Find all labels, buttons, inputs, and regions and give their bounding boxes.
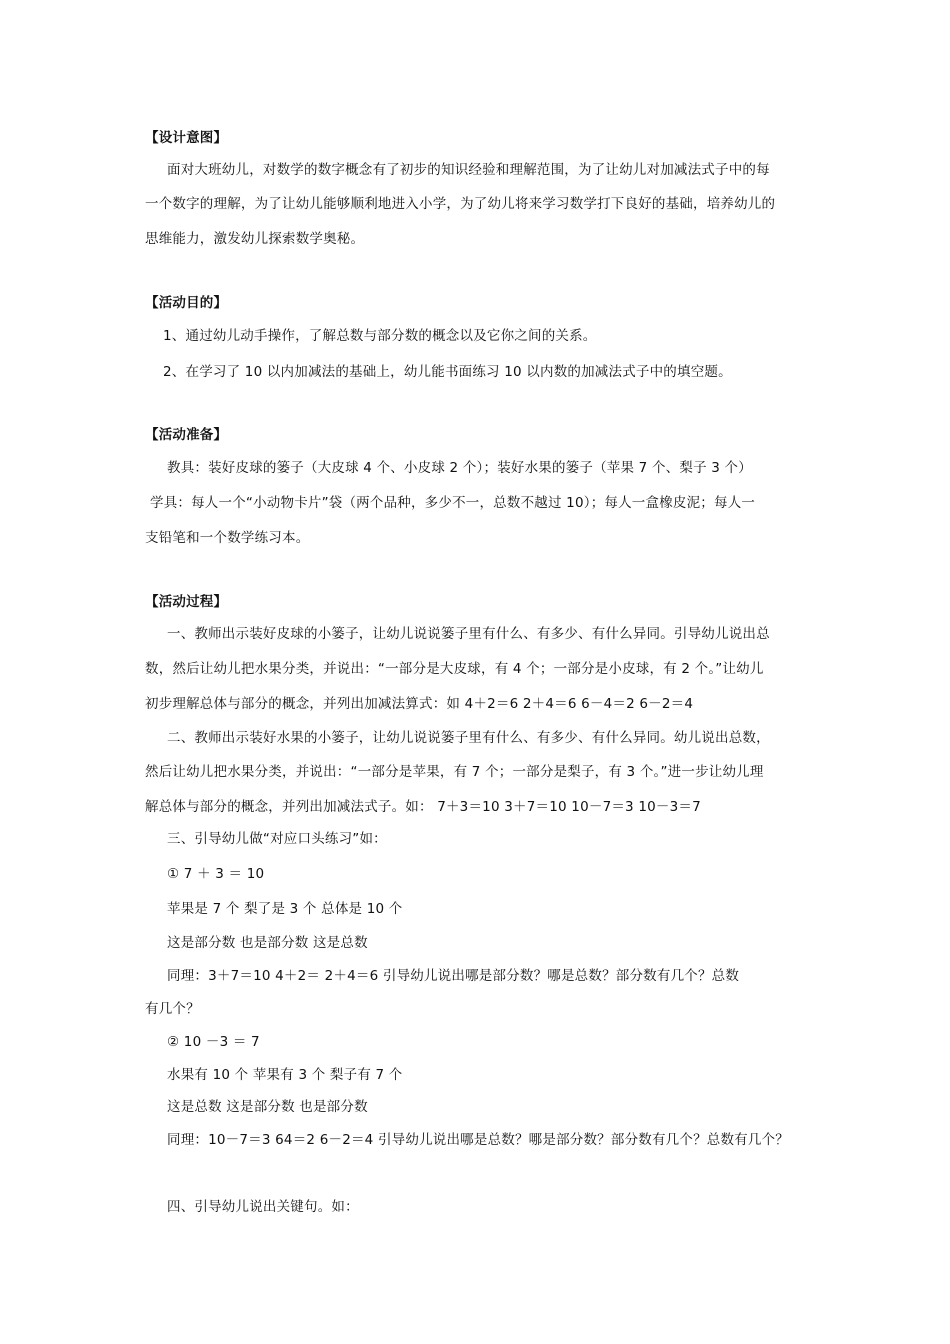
paragraph-line: 学具：每人一个“小动物卡片”袋（两个品种，多少不一，总数不越过 10）；每人一盒橡皮泥；每人一: [150, 495, 756, 511]
paragraph-line: 数，然后让幼儿把水果分类，并说出：“一部分是大皮球，有 4 个；一部分是小皮球，有 2 个。”让幼儿: [145, 661, 764, 677]
equation-line: ① 7 ＋ 3 ＝ 10: [167, 866, 265, 882]
paragraph-line: 支铅笔和一个数学练习本。: [145, 530, 310, 546]
paragraph-line: 一、教师出示装好皮球的小篓子，让幼儿说说篓子里有什么、有多少、有什么异同。引导幼儿说出总: [167, 626, 770, 642]
paragraph-line: 有几个？: [145, 1001, 200, 1017]
paragraph-line: 解总体与部分的概念，并列出加减法式子。如： 7＋3＝10 3＋7＝10 10－7＝3 10－3＝7: [145, 799, 701, 815]
paragraph-line: 苹果是 7 个 梨了是 3 个 总体是 10 个: [167, 901, 403, 917]
paragraph-line: 一个数字的理解，为了让幼儿能够顺利地进入小学，为了幼儿将来学习数学打下良好的基础，培养幼儿的: [145, 196, 776, 212]
section-heading-activity-prep: 【活动准备】: [145, 427, 228, 443]
paragraph-line: 这是总数 这是部分数 也是部分数: [167, 1099, 368, 1115]
section-heading-activity-process: 【活动过程】: [145, 594, 228, 610]
paragraph-line: 二、教师出示装好水果的小篓子，让幼儿说说篓子里有什么、有多少、有什么异同。幼儿说出总数，: [167, 730, 770, 746]
section-heading-activity-goals: 【活动目的】: [145, 295, 228, 311]
paragraph-line: 这是部分数 也是部分数 这是总数: [167, 935, 368, 951]
section-heading-design-intent: 【设计意图】: [145, 130, 228, 146]
paragraph-line: 思维能力，激发幼儿探索数学奥秘。: [145, 231, 365, 247]
equation-line: ② 10 －3 ＝ 7: [167, 1034, 260, 1050]
paragraph-line: 教具：装好皮球的篓子（大皮球 4 个、小皮球 2 个）；装好水果的篓子（苹果 7 个、梨子 3 个）: [167, 460, 752, 476]
list-item: 1、通过幼儿动手操作，了解总数与部分数的概念以及它你之间的关系。: [163, 328, 597, 344]
paragraph-line: 水果有 10 个 苹果有 3 个 梨子有 7 个: [167, 1067, 403, 1083]
paragraph-line: 然后让幼儿把水果分类，并说出：“一部分是苹果，有 7 个；一部分是梨子，有 3 个。”进一步让幼儿理: [145, 764, 764, 780]
paragraph-line: 四、引导幼儿说出关键句。如：: [167, 1199, 359, 1215]
paragraph-line: 同理：10－7＝3 64＝2 6－2＝4 引导幼儿说出哪是总数？哪是部分数？部分数有几个？总数有几个？: [167, 1132, 789, 1148]
paragraph-line: 面对大班幼儿，对数学的数字概念有了初步的知识经验和理解范围，为了让幼儿对加减法式子中的每: [167, 162, 770, 178]
list-item: 2、在学习了 10 以内加减法的基础上，幼儿能书面练习 10 以内数的加减法式子中的填空题。: [163, 364, 732, 380]
paragraph-line: 初步理解总体与部分的概念，并列出加减法算式：如 4＋2＝6 2＋4＝6 6－4＝2 6－2＝4: [145, 696, 694, 712]
paragraph-line: 同理：3＋7＝10 4＋2＝ 2＋4＝6 引导幼儿说出哪是部分数？哪是总数？部分数有几个？总数: [167, 968, 740, 984]
paragraph-line: 三、引导幼儿做“对应口头练习”如：: [167, 831, 387, 847]
